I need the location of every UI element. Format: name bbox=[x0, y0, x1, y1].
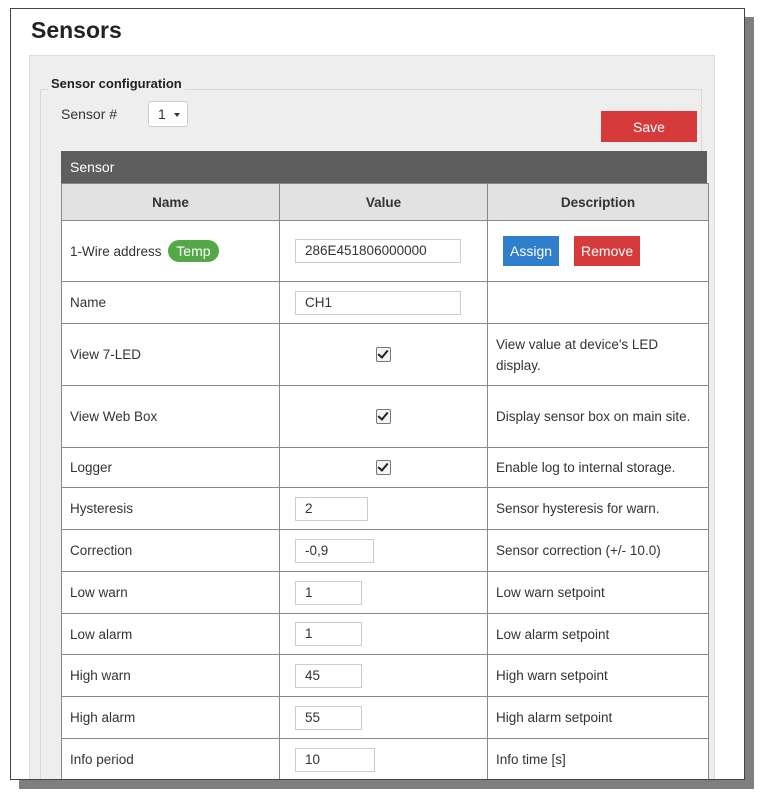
sensor-number-value: 1 bbox=[158, 106, 166, 122]
view-led-checkbox[interactable] bbox=[376, 347, 391, 362]
column-header-description: Description bbox=[488, 184, 709, 221]
low-warn-input[interactable]: 1 bbox=[295, 581, 362, 605]
table-row-low-warn bbox=[62, 572, 709, 614]
row-name: High warn bbox=[62, 655, 280, 697]
table-row-low-alarm bbox=[62, 614, 709, 655]
temp-badge: Temp bbox=[168, 240, 218, 262]
high-alarm-input[interactable]: 55 bbox=[295, 706, 362, 730]
row-name: Info period bbox=[62, 739, 280, 781]
row-name: Low warn bbox=[62, 572, 280, 614]
table-row-led bbox=[62, 324, 709, 386]
row-description: Sensor hysteresis for warn. bbox=[488, 488, 709, 530]
row-description-cell bbox=[488, 282, 709, 324]
row-value-cell bbox=[280, 324, 488, 386]
row-description-cell bbox=[488, 221, 709, 282]
row-description: Info time [s] bbox=[488, 739, 709, 781]
view-webbox-checkbox[interactable] bbox=[376, 409, 391, 424]
row-description: High alarm setpoint bbox=[488, 697, 709, 739]
row-value-cell bbox=[280, 386, 488, 448]
row-name: 1-Wire address bbox=[70, 244, 162, 259]
correction-input[interactable]: -0,9 bbox=[295, 539, 374, 563]
row-name-cell bbox=[62, 221, 280, 282]
row-value-cell bbox=[280, 655, 488, 697]
row-value-cell bbox=[280, 282, 488, 324]
column-header-value: Value bbox=[280, 184, 488, 221]
row-description: Sensor correction (+/- 10.0) bbox=[488, 530, 709, 572]
sensor-table bbox=[61, 183, 709, 780]
row-name: Correction bbox=[62, 530, 280, 572]
row-description: Enable log to internal storage. bbox=[488, 448, 709, 488]
assign-button[interactable]: Assign bbox=[503, 236, 559, 266]
row-description: High warn setpoint bbox=[488, 655, 709, 697]
row-name: Hysteresis bbox=[62, 488, 280, 530]
page-title: Sensors bbox=[31, 17, 122, 43]
row-description: Display sensor box on main site. bbox=[488, 386, 709, 448]
fieldset-legend: Sensor configuration bbox=[48, 76, 185, 91]
row-value-cell bbox=[280, 614, 488, 655]
name-input[interactable]: CH1 bbox=[295, 291, 461, 315]
table-header-row bbox=[62, 184, 709, 221]
table-row-hysteresis bbox=[62, 488, 709, 530]
high-warn-input[interactable]: 45 bbox=[295, 664, 362, 688]
row-name: View 7-LED bbox=[62, 324, 280, 386]
row-value-cell bbox=[280, 221, 488, 282]
info-period-input[interactable]: 10 bbox=[295, 748, 375, 772]
logger-checkbox[interactable] bbox=[376, 460, 391, 475]
address-input[interactable]: 286E451806000000 bbox=[295, 239, 461, 263]
sensor-config-panel bbox=[29, 55, 715, 780]
row-value-cell bbox=[280, 530, 488, 572]
table-row-name bbox=[62, 282, 709, 324]
table-row-address bbox=[62, 221, 709, 282]
remove-button[interactable]: Remove bbox=[574, 236, 640, 266]
sensor-number-select[interactable] bbox=[148, 101, 188, 127]
table-row-high-warn bbox=[62, 655, 709, 697]
row-description: View value at device's LED display. bbox=[488, 324, 709, 386]
row-name: View Web Box bbox=[62, 386, 280, 448]
row-value-cell bbox=[280, 488, 488, 530]
row-name: Name bbox=[62, 282, 280, 324]
table-row-webbox bbox=[62, 386, 709, 448]
table-row-info-period bbox=[62, 739, 709, 781]
row-value-cell bbox=[280, 448, 488, 488]
row-name: Logger bbox=[62, 448, 280, 488]
row-value-cell bbox=[280, 572, 488, 614]
row-name: Low alarm bbox=[62, 614, 280, 655]
row-description: Low warn setpoint bbox=[488, 572, 709, 614]
hysteresis-input[interactable]: 2 bbox=[295, 497, 368, 521]
low-alarm-input[interactable]: 1 bbox=[295, 622, 362, 646]
column-header-name: Name bbox=[62, 184, 280, 221]
table-row-high-alarm bbox=[62, 697, 709, 739]
table-row-correction bbox=[62, 530, 709, 572]
app-window bbox=[10, 8, 745, 780]
save-button[interactable]: Save bbox=[601, 111, 697, 142]
table-row-logger bbox=[62, 448, 709, 488]
caret-down-icon bbox=[174, 113, 180, 117]
row-description: Low alarm setpoint bbox=[488, 614, 709, 655]
sensor-section-header: Sensor bbox=[61, 151, 707, 183]
row-value-cell bbox=[280, 739, 488, 781]
sensor-number-label: Sensor # bbox=[61, 106, 118, 122]
row-value-cell bbox=[280, 697, 488, 739]
row-name: High alarm bbox=[62, 697, 280, 739]
